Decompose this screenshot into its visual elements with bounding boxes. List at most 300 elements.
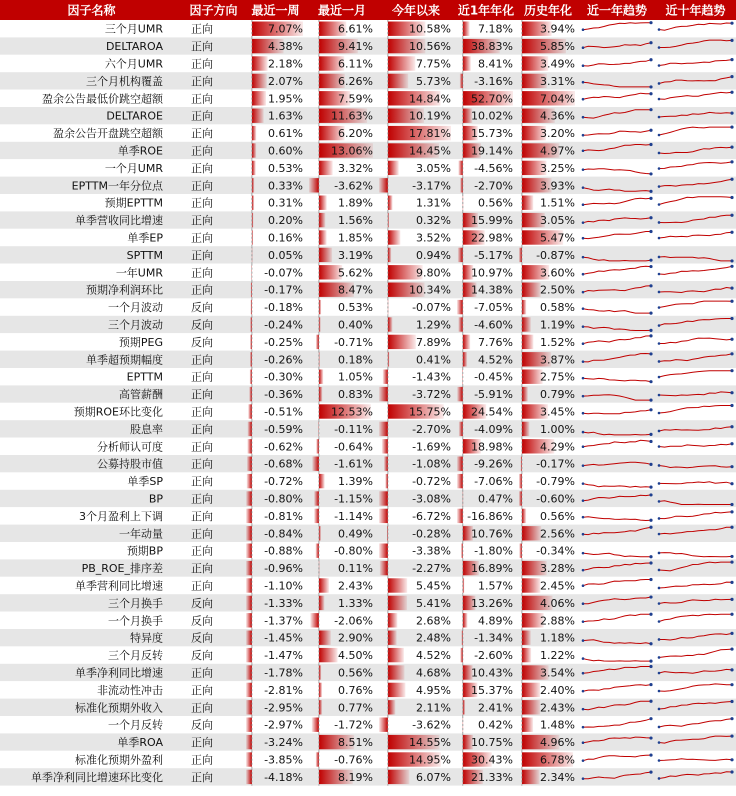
value-label: 0.60%: [268, 144, 303, 158]
trend-startpoint: [658, 533, 661, 536]
factor-name: 预期PEG: [118, 335, 163, 349]
trend-startpoint: [658, 777, 661, 780]
factor-direction: 反向: [191, 631, 213, 645]
value-label: -0.25%: [264, 335, 303, 349]
trend-startpoint: [658, 134, 661, 137]
trend-endpoint: [649, 665, 652, 668]
value-label: -0.34%: [536, 544, 575, 558]
value-label: -0.59%: [264, 422, 303, 436]
value-label: 1.89%: [338, 196, 373, 210]
trend-endpoint: [730, 425, 733, 428]
value-label: 4.50%: [338, 649, 373, 663]
value-bar: [463, 335, 470, 349]
trend-endpoint: [730, 178, 733, 181]
trend-startpoint: [582, 552, 585, 555]
value-label: -2.95%: [264, 701, 303, 715]
value-label: -1.33%: [264, 596, 303, 610]
value-bar: [388, 317, 393, 331]
value-label: 1.52%: [540, 335, 575, 349]
value-bar: [247, 439, 251, 453]
value-label: -2.70%: [412, 422, 451, 436]
value-label: 2.75%: [540, 370, 575, 384]
trend-startpoint: [658, 256, 661, 259]
factor-direction: 正向: [191, 492, 213, 506]
value-bar: [246, 613, 252, 627]
trend-endpoint: [730, 647, 733, 650]
value-label: 2.68%: [416, 614, 451, 628]
value-bar: [522, 718, 533, 732]
value-bar: [247, 474, 252, 488]
trend-startpoint: [582, 672, 585, 675]
trend-startpoint: [582, 64, 585, 67]
value-label: -1.14%: [334, 509, 373, 523]
factor-direction: 反向: [191, 614, 213, 628]
value-label: 5.47%: [540, 231, 575, 245]
value-bar: [312, 718, 319, 732]
factor-direction: 正向: [191, 22, 213, 36]
trend-endpoint: [730, 683, 733, 686]
value-label: 10.43%: [471, 666, 513, 680]
value-label: 3.28%: [540, 562, 575, 576]
trend-startpoint: [658, 306, 661, 309]
value-label: 2.40%: [540, 683, 575, 697]
value-label: -0.80%: [334, 544, 373, 558]
value-label: -3.17%: [412, 179, 451, 193]
column-header: 最近一月: [317, 3, 367, 18]
trend-endpoint: [730, 770, 733, 773]
value-label: 1.95%: [268, 92, 303, 106]
value-label: 7.76%: [478, 335, 513, 349]
value-label: 6.26%: [338, 74, 373, 88]
trend-startpoint: [582, 445, 585, 448]
value-bar: [388, 335, 416, 349]
trend-startpoint: [582, 134, 585, 137]
value-label: -3.62%: [412, 718, 451, 732]
factor-name: 预期净利润环比: [86, 283, 163, 297]
value-label: 3.60%: [540, 266, 575, 280]
value-bar: [247, 457, 252, 471]
trend-startpoint: [582, 412, 585, 415]
trend-startpoint: [658, 708, 661, 711]
table-row: [0, 577, 736, 594]
trend-startpoint: [658, 445, 661, 448]
factor-direction: 正向: [191, 683, 213, 697]
value-bar: [522, 648, 531, 662]
trend-endpoint: [730, 39, 733, 42]
value-label: 4.97%: [540, 144, 575, 158]
value-label: 2.41%: [478, 701, 513, 715]
value-label: -0.30%: [264, 370, 303, 384]
trend-startpoint: [658, 98, 661, 101]
factor-direction: 反向: [191, 335, 213, 349]
factor-name: 公募持股市值: [97, 457, 163, 471]
value-label: -1.72%: [334, 718, 373, 732]
trend-endpoint: [649, 578, 652, 581]
value-label: -3.85%: [264, 753, 303, 767]
factor-name: 六个月UMR: [104, 57, 163, 71]
value-label: 4.52%: [416, 649, 451, 663]
factor-direction: 正向: [191, 231, 213, 245]
value-label: 7.75%: [416, 57, 451, 71]
value-label: 3.05%: [416, 161, 451, 175]
trend-endpoint: [730, 758, 733, 761]
value-bar: [522, 683, 540, 697]
value-label: -0.07%: [412, 301, 451, 315]
value-bar: [252, 56, 268, 70]
value-label: -3.08%: [412, 492, 451, 506]
value-label: 22.98%: [471, 231, 513, 245]
table-row: [0, 768, 736, 785]
trend-endpoint: [649, 41, 652, 44]
table-row: [0, 316, 736, 333]
value-bar: [246, 718, 252, 732]
trend-endpoint: [649, 312, 652, 315]
factor-name: 一个月换手: [108, 614, 163, 628]
trend-endpoint: [730, 214, 733, 217]
table-row: [0, 681, 736, 698]
value-label: -7.06%: [474, 475, 513, 489]
value-label: -0.51%: [264, 405, 303, 419]
factor-name: 标准化预期外收入: [75, 701, 163, 715]
trend-endpoint: [730, 352, 733, 355]
value-label: 4.52%: [478, 353, 513, 367]
value-label: 11.63%: [331, 109, 373, 123]
value-label: 24.54%: [471, 405, 513, 419]
trend-startpoint: [658, 376, 661, 379]
value-label: -1.47%: [264, 649, 303, 663]
trend-endpoint: [730, 160, 733, 163]
value-label: 8.19%: [338, 770, 373, 784]
value-label: 3.19%: [338, 248, 373, 262]
trend-startpoint: [582, 464, 585, 467]
trend-endpoint: [730, 75, 733, 78]
value-label: -5.91%: [474, 388, 513, 402]
value-bar: [457, 300, 463, 314]
value-label: -0.60%: [536, 492, 575, 506]
value-label: 6.11%: [338, 57, 373, 71]
value-label: 12.53%: [331, 405, 373, 419]
table-row: [0, 55, 736, 72]
trend-startpoint: [582, 708, 585, 711]
factor-name: 三个月UMR: [104, 22, 163, 36]
table-row: [0, 490, 736, 507]
value-label: 7.18%: [478, 22, 513, 36]
trend-startpoint: [658, 167, 661, 170]
trend-endpoint: [649, 143, 652, 146]
value-label: -0.24%: [264, 318, 303, 332]
value-label: 1.29%: [416, 318, 451, 332]
value-label: 0.94%: [416, 248, 451, 262]
value-bar: [246, 491, 252, 505]
value-label: -4.09%: [474, 422, 513, 436]
factor-direction: 正向: [191, 40, 213, 54]
factor-name: DELTAROA: [105, 40, 163, 54]
trend-endpoint: [730, 22, 733, 25]
factor-name: 三个月波动: [108, 318, 163, 332]
value-label: -0.84%: [264, 527, 303, 541]
value-label: -3.16%: [474, 74, 513, 88]
value-label: -0.96%: [264, 562, 303, 576]
value-label: 2.88%: [540, 614, 575, 628]
factor-name: 单季营收同比增速: [75, 214, 163, 228]
factor-direction: 正向: [191, 579, 213, 593]
value-bar: [459, 422, 463, 436]
trend-startpoint: [658, 741, 661, 744]
value-bar: [463, 56, 471, 70]
value-label: -1.61%: [334, 457, 373, 471]
factor-direction: 正向: [191, 736, 213, 750]
value-label: -0.88%: [264, 544, 303, 558]
value-label: 4.06%: [540, 596, 575, 610]
value-bar: [316, 335, 319, 349]
table-row: [0, 594, 736, 611]
factor-name: 预期BP: [126, 544, 163, 558]
table-row: [0, 699, 736, 716]
value-bar: [319, 631, 331, 645]
value-label: 6.20%: [338, 127, 373, 141]
trend-startpoint: [582, 499, 585, 502]
trend-endpoint: [649, 380, 652, 383]
factor-direction: 正向: [191, 248, 213, 262]
trend-startpoint: [582, 149, 585, 152]
factor-name: 单季ROA: [117, 736, 163, 750]
value-bar: [246, 735, 252, 749]
trend-endpoint: [730, 734, 733, 737]
trend-startpoint: [658, 672, 661, 675]
trend-endpoint: [649, 190, 652, 193]
factor-name: 单季净利同比增速环比变化: [31, 770, 163, 784]
trend-startpoint: [582, 569, 585, 572]
table-row: [0, 629, 736, 646]
value-label: 0.61%: [268, 127, 303, 141]
column-header: 最近一周: [251, 3, 300, 18]
value-label: -2.27%: [412, 562, 451, 576]
table-row: [0, 733, 736, 750]
trend-startpoint: [582, 602, 585, 605]
value-label: 5.45%: [416, 579, 451, 593]
value-label: -1.37%: [264, 614, 303, 628]
value-bar: [379, 422, 388, 436]
value-label: 0.33%: [268, 179, 303, 193]
value-label: 13.06%: [331, 144, 373, 158]
trend-endpoint: [730, 112, 733, 115]
value-bar: [312, 457, 319, 471]
trend-startpoint: [582, 657, 585, 660]
value-label: 1.22%: [540, 649, 575, 663]
trend-startpoint: [658, 82, 661, 85]
value-label: -1.43%: [412, 370, 451, 384]
value-bar: [457, 387, 463, 401]
table-row: [0, 177, 736, 194]
value-label: -5.17%: [474, 248, 513, 262]
value-bar: [319, 648, 338, 662]
trend-startpoint: [658, 273, 661, 276]
value-bar: [388, 665, 405, 679]
value-label: 2.48%: [416, 631, 451, 645]
trend-endpoint: [730, 338, 733, 341]
value-label: 0.58%: [540, 301, 575, 315]
trend-endpoint: [649, 284, 652, 287]
trend-endpoint: [649, 613, 652, 616]
value-label: -1.80%: [474, 544, 513, 558]
factor-direction: 反向: [191, 649, 213, 663]
table-row: [0, 646, 736, 663]
value-label: 0.56%: [478, 196, 513, 210]
factor-direction: 正向: [191, 196, 213, 210]
value-label: 10.19%: [409, 109, 451, 123]
trend-endpoint: [649, 486, 652, 489]
trend-startpoint: [582, 98, 585, 101]
value-bar: [388, 74, 408, 88]
value-bar: [319, 230, 327, 244]
value-bar: [246, 700, 252, 714]
trend-startpoint: [658, 690, 661, 693]
table-row: [0, 368, 736, 385]
trend-startpoint: [658, 759, 661, 762]
trend-endpoint: [730, 231, 733, 234]
factor-direction: 正向: [191, 562, 213, 576]
value-label: 4.36%: [540, 109, 575, 123]
value-label: 6.07%: [416, 770, 451, 784]
trend-endpoint: [649, 334, 652, 337]
trend-startpoint: [582, 360, 585, 363]
value-bar: [309, 178, 319, 192]
factor-name: 一年UMR: [115, 266, 163, 280]
value-label: -0.71%: [334, 335, 373, 349]
value-label: -4.60%: [474, 318, 513, 332]
value-label: 8.41%: [478, 57, 513, 71]
table-row: [0, 142, 736, 159]
trend-startpoint: [658, 116, 661, 119]
value-label: -16.86%: [467, 509, 513, 523]
value-bar: [460, 74, 463, 88]
value-label: 0.77%: [338, 701, 373, 715]
trend-endpoint: [649, 230, 652, 233]
value-label: 0.42%: [478, 718, 513, 732]
factor-direction: 正向: [191, 475, 213, 489]
value-label: 0.49%: [338, 527, 373, 541]
value-label: 0.56%: [540, 509, 575, 523]
value-label: -0.45%: [474, 370, 513, 384]
trend-startpoint: [658, 656, 661, 659]
trend-endpoint: [730, 482, 733, 485]
trend-startpoint: [658, 602, 661, 605]
trend-endpoint: [649, 85, 652, 88]
table-row: [0, 159, 736, 176]
value-bar: [319, 370, 323, 384]
factor-direction: 正向: [191, 457, 213, 471]
value-label: 15.75%: [409, 405, 451, 419]
table-row: [0, 298, 736, 315]
value-bar: [246, 770, 252, 784]
table-row: [0, 751, 736, 768]
factor-name: 单季SP: [127, 475, 163, 489]
trend-startpoint: [582, 116, 585, 119]
value-label: -0.68%: [264, 457, 303, 471]
trend-startpoint: [582, 726, 585, 729]
trend-endpoint: [649, 433, 652, 436]
trend-endpoint: [730, 391, 733, 394]
trend-endpoint: [649, 172, 652, 175]
value-label: 1.85%: [338, 231, 373, 245]
value-label: 30.43%: [471, 753, 513, 767]
factor-name: 3个月盈利上下调: [79, 509, 163, 523]
value-label: 10.75%: [471, 736, 513, 750]
factor-name: SPTTM: [126, 248, 163, 262]
trend-endpoint: [730, 526, 733, 529]
trend-endpoint: [649, 58, 652, 61]
value-bar: [519, 474, 522, 488]
trend-endpoint: [730, 404, 733, 407]
value-label: -1.10%: [264, 579, 303, 593]
value-label: 0.11%: [338, 562, 373, 576]
value-label: 52.70%: [471, 92, 513, 106]
value-bar: [384, 457, 388, 471]
value-bar: [310, 613, 319, 627]
trend-startpoint: [582, 342, 585, 345]
trend-endpoint: [730, 125, 733, 128]
trend-endpoint: [730, 91, 733, 94]
value-label: 10.02%: [471, 109, 513, 123]
trend-startpoint: [582, 28, 585, 31]
table-row: [0, 716, 736, 733]
trend-startpoint: [582, 256, 585, 259]
trend-startpoint: [582, 46, 585, 49]
trend-startpoint: [658, 360, 661, 363]
trend-endpoint: [649, 717, 652, 720]
trend-endpoint: [649, 561, 652, 564]
value-label: 4.89%: [478, 614, 513, 628]
value-label: 0.53%: [268, 161, 303, 175]
value-bar: [246, 526, 252, 540]
trend-startpoint: [658, 638, 661, 641]
value-label: -0.79%: [536, 475, 575, 489]
value-label: -0.11%: [334, 422, 373, 436]
value-bar: [382, 439, 388, 453]
factor-direction: 正向: [191, 527, 213, 541]
trend-startpoint: [582, 168, 585, 171]
trend-endpoint: [730, 442, 733, 445]
factor-name: 单季营利同比增速: [75, 579, 163, 593]
value-label: 14.84%: [409, 92, 451, 106]
trend-endpoint: [730, 560, 733, 563]
value-bar: [463, 352, 467, 366]
factor-name: 标准化预期外盈利: [75, 753, 163, 767]
factor-direction: 正向: [191, 74, 213, 88]
factor-direction: 正向: [191, 266, 213, 280]
value-label: 8.51%: [338, 736, 373, 750]
table-row: [0, 246, 736, 263]
value-label: -0.07%: [264, 266, 303, 280]
trend-endpoint: [730, 317, 733, 320]
value-bar: [379, 544, 388, 558]
factor-name: 股息率: [130, 422, 163, 436]
value-bar: [246, 509, 252, 523]
table-row: [0, 90, 736, 107]
factor-name: 一个月波动: [108, 301, 163, 315]
factor-name: 分析师认可度: [97, 440, 163, 454]
value-label: 2.18%: [268, 57, 303, 71]
value-label: 9.80%: [416, 266, 451, 280]
trend-startpoint: [658, 203, 661, 206]
value-bar: [379, 491, 388, 505]
trend-startpoint: [582, 377, 585, 380]
trend-startpoint: [658, 394, 661, 397]
value-label: -0.28%: [412, 527, 451, 541]
value-label: 15.37%: [471, 683, 513, 697]
column-header: 今年以来: [391, 3, 441, 18]
table-row: [0, 281, 736, 298]
